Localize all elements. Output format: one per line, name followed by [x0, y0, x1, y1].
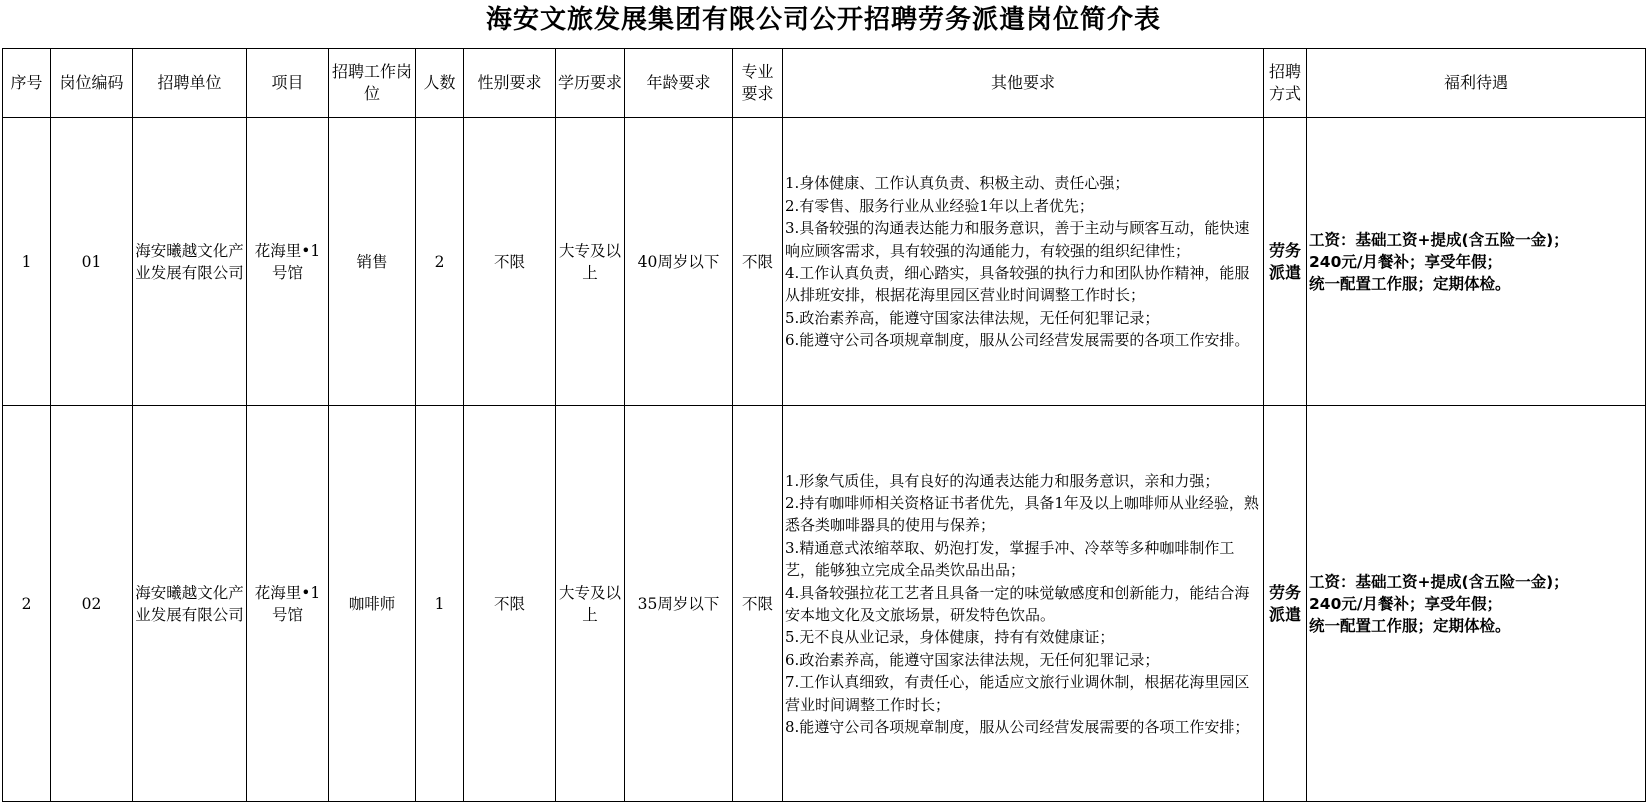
page-title: 海安文旅发展集团有限公司公开招聘劳务派遣岗位简介表: [485, 5, 1161, 35]
cell-gender: 不限: [464, 118, 556, 406]
welfare-item: 工资：基础工资+提成(含五险一金)；: [1309, 230, 1569, 249]
requirement-item: 7.工作认真细致，有责任心，能适应文旅行业调休制，根据花海里园区营业时间调整工作时长；: [785, 673, 1250, 714]
cell-age: 40周岁以下: [625, 118, 733, 406]
header-code: 岗位编码: [51, 49, 133, 118]
welfare-item: 统一配置工作服；定期体检。: [1309, 274, 1511, 293]
header-unit: 招聘单位: [133, 49, 247, 118]
cell-education: 大专及以上: [556, 118, 625, 406]
cell-position: 销售: [329, 118, 416, 406]
cell-seq: 2: [3, 406, 51, 802]
header-welfare: 福利待遇: [1307, 49, 1646, 118]
welfare-item: 工资：基础工资+提成(含五险一金)；: [1309, 572, 1569, 591]
cell-other-requirements: [783, 406, 1264, 802]
requirement-item: 4.工作认真负责，细心踏实，具备较强的执行力和团队协作精神，能服从排班安排，根据花海里园区营业时间调整工作时长；: [785, 264, 1250, 305]
recruitment-table: [2, 48, 1646, 802]
requirement-item: 5.无不良从业记录，身体健康，持有有效健康证；: [785, 628, 1115, 647]
requirement-item: 1.身体健康、工作认真负责、积极主动、责任心强；: [785, 174, 1130, 193]
cell-education: 大专及以上: [556, 406, 625, 802]
cell-code: 01: [51, 118, 133, 406]
welfare-item: 240元/月餐补；享受年假；: [1309, 594, 1503, 613]
cell-method: 劳务派遣: [1264, 406, 1307, 802]
cell-count: 2: [416, 118, 464, 406]
cell-seq: 1: [3, 118, 51, 406]
cell-welfare: [1307, 118, 1646, 406]
cell-count: 1: [416, 406, 464, 802]
cell-unit: 海安曦越文化产业发展有限公司: [133, 406, 247, 802]
requirement-item: 2.有零售、服务行业从业经验1年以上者优先；: [785, 196, 1094, 215]
header-age: 年龄要求: [625, 49, 733, 118]
requirement-item: 4.具备较强拉花工艺者且具备一定的味觉敏感度和创新能力，能结合海安本地文化及文旅场景，研发特色饮品。: [785, 583, 1250, 624]
cell-major: 不限: [733, 118, 783, 406]
table-row: [3, 118, 1646, 406]
cell-method: 劳务派遣: [1264, 118, 1307, 406]
header-position: 招聘工作岗位: [329, 49, 416, 118]
requirement-item: 5.政治素养高，能遵守国家法律法规，无任何犯罪记录；: [785, 308, 1160, 327]
requirement-item: 3.精通意式浓缩萃取、奶泡打发，掌握手冲、冷萃等多种咖啡制作工艺，能够独立完成全品类饮品出品；: [785, 538, 1235, 580]
requirement-item: 6.政治素养高，能遵守国家法律法规，无任何犯罪记录；: [785, 650, 1160, 669]
requirement-item: 8.能遵守公司各项规章制度，服从公司经营发展需要的各项工作安排；: [785, 718, 1250, 737]
cell-age: 35周岁以下: [625, 406, 733, 802]
cell-major: 不限: [733, 406, 783, 802]
header-other: 其他要求: [783, 49, 1264, 118]
header-project: 项目: [247, 49, 329, 118]
cell-unit: 海安曦越文化产业发展有限公司: [133, 118, 247, 406]
cell-welfare: [1307, 406, 1646, 802]
requirement-item: 2.持有咖啡师相关资格证书者优先，具备1年及以上咖啡师从业经验，熟悉各类咖啡器具的使用与保养；: [785, 493, 1259, 535]
table-row: [3, 406, 1646, 802]
header-method: 招聘方式: [1264, 49, 1307, 118]
header-major: 专业要求: [733, 49, 783, 118]
cell-code: 02: [51, 406, 133, 802]
requirement-item: 1.形象气质佳，具有良好的沟通表达能力和服务意识，亲和力强；: [785, 471, 1220, 490]
cell-position: 咖啡师: [329, 406, 416, 802]
table-header-row: [3, 49, 1646, 118]
cell-gender: 不限: [464, 406, 556, 802]
cell-project: 花海里•1号馆: [247, 118, 329, 406]
header-seq: 序号: [3, 49, 51, 118]
welfare-item: 240元/月餐补；享受年假；: [1309, 252, 1503, 271]
requirement-item: 6.能遵守公司各项规章制度，服从公司经营发展需要的各项工作安排。: [785, 331, 1250, 350]
header-count: 人数: [416, 49, 464, 118]
requirement-item: 3.具备较强的沟通表达能力和服务意识，善于主动与顾客互动，能快速响应顾客需求，具有较强的沟通能力，有较强的组织纪律性；: [785, 219, 1250, 260]
welfare-item: 统一配置工作服；定期体检。: [1309, 616, 1511, 635]
header-gender: 性别要求: [464, 49, 556, 118]
cell-project: 花海里•1号馆: [247, 406, 329, 802]
header-education: 学历要求: [556, 49, 625, 118]
cell-other-requirements: [783, 118, 1264, 406]
